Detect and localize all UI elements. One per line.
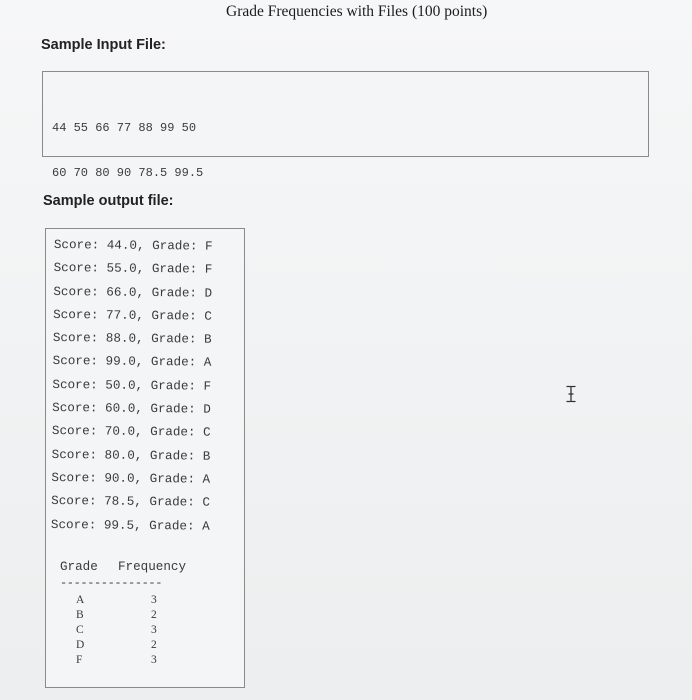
frequency-row bbox=[76, 638, 157, 653]
score-line: Score: 80.0, Grade: B bbox=[51, 447, 211, 464]
frequency-count: 3 bbox=[151, 594, 157, 606]
score-line: Score: 78.5, Grade: C bbox=[51, 494, 210, 510]
frequency-grade: A bbox=[76, 594, 85, 606]
frequency-count: 2 bbox=[151, 639, 157, 651]
frequency-count: 3 bbox=[151, 624, 157, 636]
frequency-grade: F bbox=[76, 654, 83, 666]
text-cursor-icon bbox=[565, 385, 577, 403]
frequency-count: 3 bbox=[151, 654, 157, 666]
sample-input-box bbox=[42, 71, 649, 180]
input-line: 44 55 66 77 88 99 50 bbox=[52, 121, 197, 135]
score-line: Score: 88.0, Grade: B bbox=[52, 331, 212, 347]
score-line: Score: 70.0, Grade: C bbox=[51, 424, 211, 441]
sample-output-label: Sample output file: bbox=[43, 193, 174, 209]
frequency-table-rows bbox=[76, 593, 157, 668]
score-line: Score: 50.0, Grade: F bbox=[52, 377, 212, 394]
grade-column-header: Grade bbox=[60, 560, 98, 574]
frequency-table-header bbox=[60, 560, 186, 574]
sample-output-box bbox=[45, 228, 245, 688]
frequency-column-header: Frequency bbox=[118, 560, 187, 574]
frequency-row bbox=[76, 608, 157, 623]
frequency-count: 2 bbox=[151, 609, 157, 621]
frequency-table-rule: --------------- bbox=[60, 576, 163, 590]
score-line: Score: 99.0, Grade: A bbox=[52, 354, 212, 371]
page-title: Grade Frequencies with Files (100 points) bbox=[226, 3, 488, 20]
score-list bbox=[51, 234, 213, 539]
score-line: Score: 66.0, Grade: D bbox=[53, 284, 213, 301]
frequency-row bbox=[76, 593, 157, 608]
frequency-row bbox=[76, 653, 157, 668]
sample-input-label: Sample Input File: bbox=[41, 37, 166, 53]
score-line: Score: 99.5, Grade: A bbox=[50, 517, 210, 534]
score-line: Score: 44.0, Grade: F bbox=[53, 237, 213, 254]
frequency-grade: C bbox=[76, 624, 84, 636]
frequency-row bbox=[76, 623, 157, 638]
score-line: Score: 55.0, Grade: F bbox=[53, 261, 213, 277]
input-line: 60 70 80 90 78.5 99.5 bbox=[52, 166, 204, 180]
score-line: Score: 90.0, Grade: A bbox=[51, 470, 211, 487]
frequency-grade: B bbox=[76, 609, 84, 621]
frequency-grade: D bbox=[76, 639, 85, 651]
score-line: Score: 60.0, Grade: D bbox=[52, 401, 211, 417]
score-line: Score: 77.0, Grade: C bbox=[53, 307, 212, 324]
